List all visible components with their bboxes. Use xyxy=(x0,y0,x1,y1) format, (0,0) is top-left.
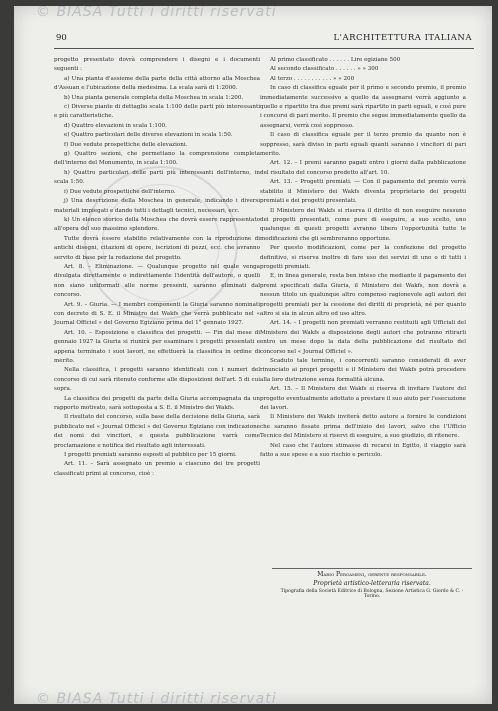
article-paragraph: Art. 10. – Esposizione e classifica dei progetti. — Fin dal mese di gennaio 1927 la Giuria si riunirà per esaminare i progetti presentati e appena terminato i suoi lavori, ne effettuerà la classifica in ordine di merito. xyxy=(54,329,260,364)
article-paragraph: Art. 13. – Progetti premiati. — Con il pagamento del premio verrà stabilito il Ministero dei Wakfs diventa proprietario dei progetti premiati e dei progetti presentati. xyxy=(260,179,466,205)
paragraph: b) Una pianta generale completa della Moschea in scala 1:200. xyxy=(64,94,244,101)
divider xyxy=(272,568,472,569)
paragraph: progetto presentato dovrà comprendere i disegni e i documenti seguenti : xyxy=(54,57,260,73)
paragraph: a) Una pianta d'assieme della parte della città attorno alla Moschea d'Assuan e l'ubicazione della medesima. La scala sarà di 1:2000. xyxy=(54,75,260,92)
article-paragraph: Art. 8. – Eliminazione. — Qualunque progetto nel quale venga divulgata direttamente o indirettamente l'identità dell'autore, o quelli non siano uniformati alle norme presenti, saranno eliminati dal concorso. xyxy=(54,263,260,299)
paragraph: I progetti premiati saranno esposti al pubblico per 15 giorni. xyxy=(64,452,237,459)
paragraph: Il caso di classifica eguale per il terzo premio da quanto non è soppresso, sarà diviso in parti eguali quanti saranno i vincitori di pari merito. xyxy=(260,132,466,158)
article-paragraph: Art. 11. – Sarà assegnato un premio a ciascuno dei tre progetti classificati primi al concorso, cioè : xyxy=(54,461,260,477)
prize-line: Al secondo classificato . . . . . . » » 300 xyxy=(270,66,379,73)
paragraph: c) Diverse piante di dettaglio scala 1:100 delle parti più interessanti e più caratteristiche. xyxy=(54,104,260,120)
article-paragraph: Art. 15. – Il Ministero dei Wakfs si riserva di invitare l'autore del progetto eventualmente adottato a prestare il suo aiuto per l'esecuzione dei lavori. xyxy=(260,386,466,412)
watermark-bottom: © BIASA Tutti i diritti riservati xyxy=(36,691,277,704)
article-paragraph: Art. 12. – I premi saranno pagati entro i giorni dalla pubblicazione del risultato del concorso predetto all'art. 10. xyxy=(260,160,466,176)
watermark-top: © BIASA Tutti i diritti riservati xyxy=(36,6,277,20)
paragraph: Il risultato del concorso, sulla base della decisione della Giuria, sarà pubblicato nel « Journal Officiel » del Governo Egiziano con indicazione dei nomi dei vincitori, e questa pubblicazione varrà come proclamazione e notifica del risultato agli interessati. xyxy=(54,414,260,449)
page-header xyxy=(54,32,474,49)
paragraph: i) Due vedute prospettiche dell'interno. xyxy=(64,188,176,195)
document-page xyxy=(14,6,492,704)
article-paragraph: Art. 9. – Giuria. — I membri componenti la Giuria saranno nominati con decreto di S. E. il Ministro dei Wakfs che verrà pubblicato nel « Journal Officiel » del Governo Egiziano prima del 1° gennaio 1927. xyxy=(54,301,260,327)
editor-signature: Mario Pergameni, gerente responsabile. xyxy=(317,571,427,578)
paragraph: e) Quattro particolari delle diverse elevazioni in scala 1:50. xyxy=(64,132,233,139)
page-number: 90 xyxy=(56,33,67,43)
paragraph: Il Ministero dei Wakfs si riserva il diritto di non eseguire nessuno dei progetti presentati, come pure di eseguire, a suo scelto, uno qualunque di questi progetti avranno libero l'opportunità tutte le modificazioni che gli sembreranno opportune. xyxy=(260,207,466,242)
article-paragraph: Art. 14. – I progetti non premiati verranno restituiti agli Ufficiali del Ministero dei Wakfs a disposizione degli autori che potranno ritirarli entro un mese dopo la data della pubblicazione del risultato del concorso nel « Journal Officiel ». xyxy=(260,320,466,355)
paragraph: Per questo modificazioni, come per la confezione del progetto definitivo, si riserva inoltre di fare uso dei servizi di uno o di tutti i progetti premiati. xyxy=(260,245,466,270)
paragraph: f) Due vedute prospettiche delle elevazioni. xyxy=(64,141,188,148)
paragraph: E, in linea generale, resta ben inteso che mediante il pagamento dei premi specificati dalla Giuria, il Ministero dei Wakfs, non dovrà a nessun titolo un qualunque altro compenso ragionevole agli autori dei progetti premiati per la cessione dei diritti di proprietà, né per quanto altro si sia in alcun altro ed uso altro. xyxy=(260,273,466,317)
paragraph: In caso di classifica eguale per il primo e secondo premio, il premio immediatamente successivo a quello da assegnarsi verrà aggiunto a quello e ripartito tra due premi sarà ripartito in parti eguali, e così pure i concorsi di pari merito. Il premio che segue immediatamente quello da assegnarsi, verrà così soppresso. xyxy=(260,85,466,129)
right-column xyxy=(260,56,466,460)
paragraph: Nel caso che l'autore stimasse di recarsi in Egitto, il viaggio sarà fatto a sue spese e a suo rischio e pericolo. xyxy=(260,442,466,459)
paragraph: Tutte dovrà essere stabilito relativamente con la riproduzione di antichi disegni, citazioni di opere, iscrizioni di pezzi, ecc. che avranno servito di base per la redazione del progetto. xyxy=(54,235,260,261)
paragraph: g) Quattro sezioni, che permettano la comprensione completa dell'interno del Monumento, in scala 1:100. xyxy=(54,151,260,167)
paragraph: La classifica dei progetti da parte della Giuria accompagnata da un rapporto motivato, sarà sottoposta a S. E. il Ministro dei Wakfs. xyxy=(54,395,260,412)
paragraph: Il Ministero dei Wakfs inviterà detto autore a fornire le condizioni che saranno fissate prima dell'inizio dei lavori, salvo che l'Ufficio Tecnico del Ministero si riservi di eseguire, a suo giudizio, di ritenere. xyxy=(260,414,466,440)
paragraph: h) Quattro particolari delle parti più interessanti dell'interno, in scala 1:50. xyxy=(54,169,260,186)
copyright-notice: Proprietà artistico-letteraria riservata. xyxy=(313,580,431,587)
paragraph: Scaduto tale termine, i concorrenti saranno considerati di aver rinunciato ai propri progetti e il Ministero dei Wakfs potrà procedere alla loro distruzione senza formalità alcuna. xyxy=(260,358,466,383)
printer-line: Tipografia della Società Editrice di Bologna, Sezione Artistica G. Giordo & C. - Torino. xyxy=(280,589,464,599)
prize-line: Al terzo . . . . . . . . . . . » » 200 xyxy=(270,75,355,82)
paragraph: j) Una descrizione della Moschea in generale, indicando i diversi materiali impiegati e dando tutti i dettagli tecnici, necessari, ecc. xyxy=(54,198,260,214)
running-head: L'ARCHITETTURA ITALIANA xyxy=(333,33,472,43)
paragraph: Nella classifica, i progetti saranno identificati con i numeri del concorso di cui sarà ritenuto conforme alle disposizioni dell'art. 5 di cui sopra. xyxy=(54,367,260,393)
left-column xyxy=(54,56,260,479)
colophon xyxy=(272,566,472,601)
paragraph: k) Un elenco storico della Moschea che dovrà essere rappresentato all'opera del suo massimo splendore. xyxy=(54,216,260,233)
prize-line: Al primo classificato . . . . . . Lire egiziane 500 xyxy=(270,57,401,63)
paragraph: d) Quattro elevazioni in scala 1:100. xyxy=(64,122,167,129)
